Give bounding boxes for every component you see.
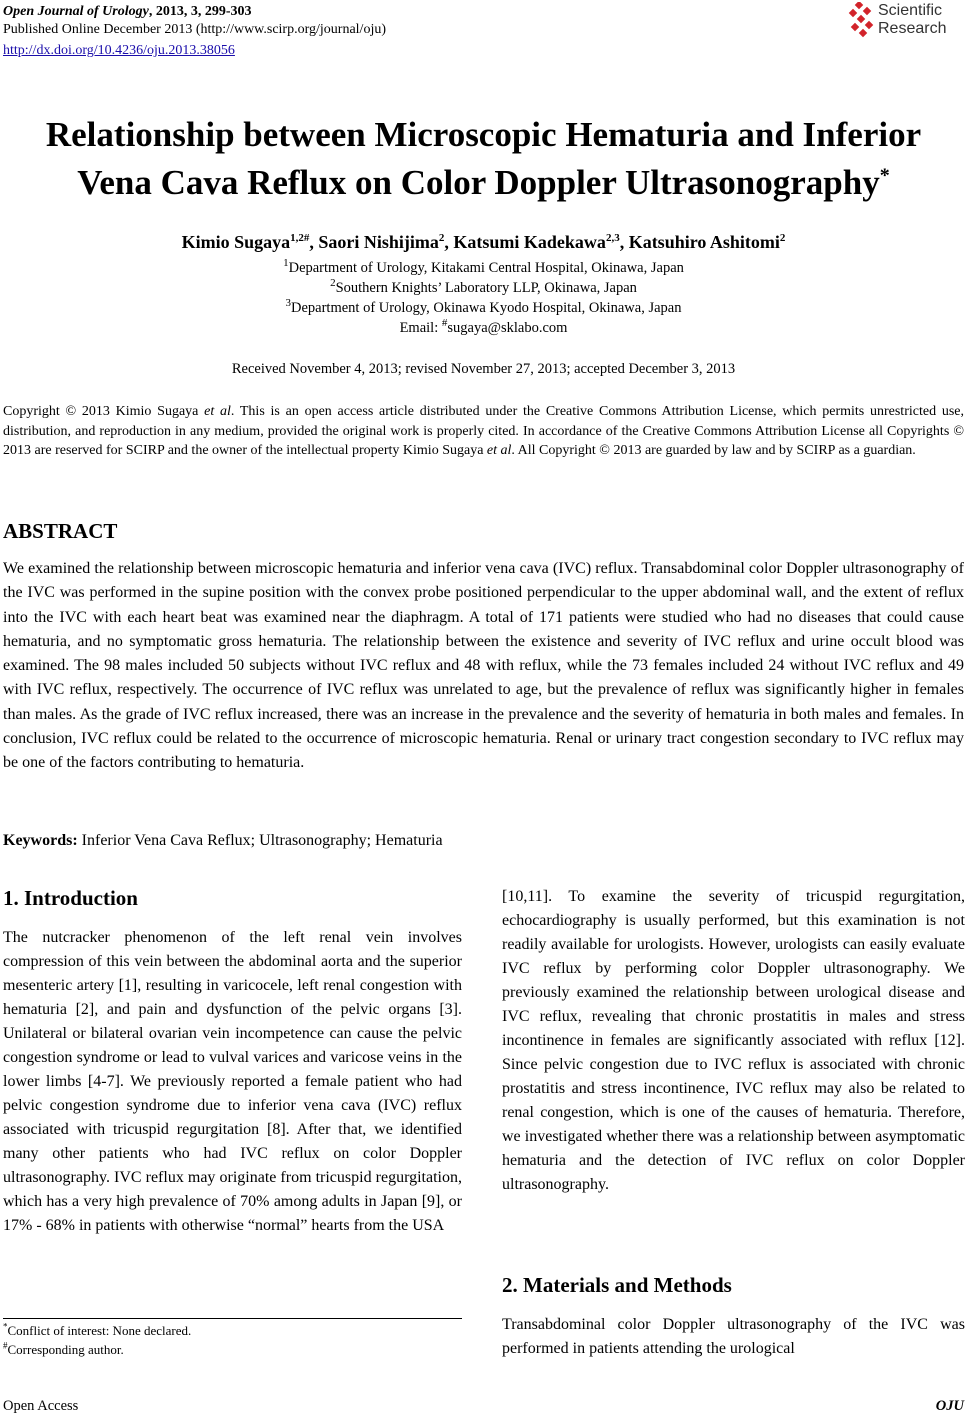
methods-text: Transabdominal color Doppler ultrasonography of the IVC was performed in patients attending the urological [502, 1316, 965, 1357]
affiliation: $^1$Department of Urology, Kitakami Central Hospital, Okinawa, Japan [283, 257, 684, 276]
received-dates: Received November 4, 2013; revised November 27, 2013; accepted December 3, 2013 [231, 361, 736, 377]
keywords: Keywords: Inferior Vena Cava Reflux; Ultrasonography; Hematuria [3, 832, 443, 849]
abstract-heading: ABSTRACT [3, 519, 118, 543]
published-line: Published Online December 2013 (http://www.scirp.org/journal/oju) [3, 22, 386, 37]
introduction-text-right: [10,11]. To examine the severity of tricuspid regurgitation, echocardiography is usually performed, but this examination is not readily available for urologists. However, urologists can easily evaluate IVC reflux by performing color Doppler ultrasonography. We previously examined the relationship between urological disease and IVC reflux, revealing that chronic prostatitis in males and stress incontinence in females are significantly associated with reflux [12]. Since pelvic congestion due to IVC reflux is associated with chronic prostatitis and stress incontinence, IVC reflux may also be related to renal congestion, which is one of the causes of hematuria. Therefore, we investigated whether there was a relationship between asymptomatic hematuria and the detection of IVC reflux on color Doppler ultrasonography. [502, 888, 965, 1193]
author: Kimio Sugaya$^{1,2\#}$, [181, 232, 319, 252]
affiliation: $^2$Southern Knights’ Laboratory LLP, Okinawa, Japan [330, 277, 637, 296]
footnote: #Corresponding author. [3, 1340, 124, 1357]
author-list [0, 232, 967, 253]
copyright-notice: Copyright © 2013 Kimio Sugaya et al. This is an open access article distributed under the Creative Commons Attribution License, which permits unrestricted use, distribution, and reproduction in any medium, provided the original work is properly cited. In accordance of the Creative Commons Attribution License all Copyrights © 2013 are reserved for SCIRP and the owner of the intellectual property Kimio Sugaya et al. All Copyright © 2013 are guarded by law and by SCIRP as a guardian. [3, 404, 964, 458]
logo-mark-icon [848, 2, 876, 38]
author: Katsumi Kadekawa$^{2,3}$, [453, 232, 629, 252]
email-link[interactable]: sugaya@sklabo.com [447, 320, 568, 336]
journal-citation: Open Journal of Urology, 2013, 3, 299-303 [3, 4, 252, 19]
introduction-heading: 1. Introduction [3, 886, 138, 910]
footnote-divider [3, 1318, 462, 1319]
methods-heading: 2. Materials and Methods [502, 1273, 732, 1297]
footnote: *Conflict of interest: None declared. [3, 1321, 192, 1338]
abstract-text: We examined the relationship between microscopic hematuria and inferior vena cava (IVC) reflux. Transabdominal color Doppler ultrasonography of the IVC was performed in the supine position with the convex probe positioned perpendicular to the upper abdominal wall, and the extent of reflux into the IVC with each heart beat was examined near the diaphragm. A total of 171 patients were studied who had no diseases that could cause hematuria, and no symptomatic gross hematuria. The relationship between the existence and severity of IVC reflux and urine occult blood was examined. The 98 males included 50 subjects without IVC reflux and 48 with reflux, while the 73 females included 24 without IVC reflux and 49 with IVC reflux, respectively. The occurrence of IVC reflux was unrelated to age, but the prevalence of reflux was significantly higher in females than males. As the grade of IVC reflux increased, there was an increase in the prevalence and the severity of hematuria in both males and females. In conclusion, IVC reflux could be related to the occurrence of microscopic hematuria. Renal or urinary tract congestion secondary to IVC reflux may be one of the factors contributing to hematuria. [3, 560, 964, 772]
article-title: Relationship between Microscopic Hematuria and Inferior Vena Cava Reflux on Color Doppler Ultrasonography* [45, 115, 922, 202]
doi-link[interactable]: http://dx.doi.org/10.4236/oju.2013.38056 [3, 43, 235, 58]
journal-abbrev: OJU [935, 1398, 964, 1414]
author-email: Email: #sugaya@sklabo.com [399, 317, 568, 336]
open-access-label: Open Access [3, 1398, 79, 1414]
scientific-research-logo[interactable] [848, 2, 967, 42]
introduction-text-left: The nutcracker phenomenon of the left renal vein involves compression of this vein between the abdominal aorta and the superior mesenteric artery [1], resulting in varicocele, left renal congestion with hematuria [2], and pain and dysfunction of the pelvic organs [3]. Unilateral or bilateral ovarian vein incompetence can cause the pelvic congestion syndrome or lead to vulval varices and varicose veins in the lower limbs [4-7]. We previously reported a female patient who had pelvic congestion syndrome due to inferior vena cava (IVC) reflux associated with tricuspid regurgitation [8]. After that, we identified many other patients who had IVC reflux on color Doppler ultrasonography. IVC reflux may originate from tricuspid regurgitation, which has a very high prevalence of 70% among adults in Japan [9], or 17% - 68% in patients with otherwise “normal” hearts from the USA [3, 929, 462, 1234]
author: Saori Nishijima$^2$, [318, 232, 454, 252]
logo-text: Scientific Research [878, 2, 947, 37]
affiliation: $^3$Department of Urology, Okinawa Kyodo Hospital, Okinawa, Japan [285, 297, 682, 316]
author: Katsuhiro Ashitomi$^2$ [628, 232, 786, 252]
